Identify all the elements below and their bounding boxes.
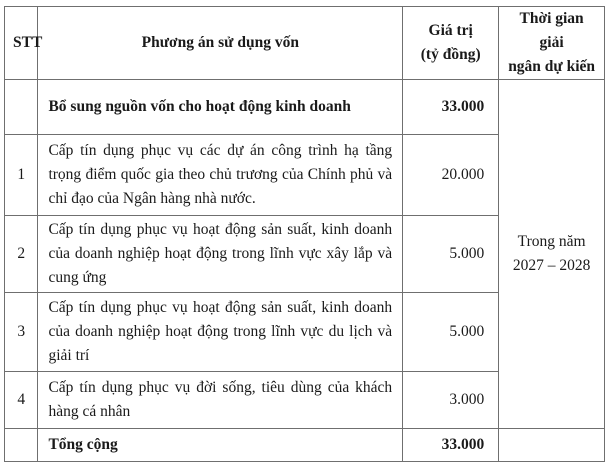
row-stt: 2: [5, 216, 38, 293]
total-label: Tổng cộng: [38, 429, 403, 462]
disbursement-line1: Trong năm: [517, 233, 586, 250]
cell-stt-empty: [5, 80, 38, 135]
table-row-main: [5, 80, 605, 135]
header-disbursement-time: [499, 7, 605, 80]
total-stt-empty: [5, 429, 38, 462]
row-value: 20.000: [403, 135, 499, 216]
header-plan: Phương án sử dụng vốn: [38, 7, 403, 80]
row-stt: 1: [5, 135, 38, 216]
disbursement-time-cell: [499, 80, 605, 429]
total-value: 33.000: [403, 429, 499, 462]
total-row: [5, 429, 605, 462]
row-plan: Cấp tín dụng phục vụ các dự án công trình hạ tầng trọng điểm quốc gia theo chủ trương của Chính phủ và chỉ đạo của Ngân hàng nhà nước.: [38, 135, 403, 216]
disbursement-line2: 2027 – 2028: [512, 257, 591, 274]
capital-use-table: [4, 6, 605, 462]
header-time-line2: ngân dự kiến: [508, 58, 596, 75]
row-stt: 3: [5, 293, 38, 372]
row-value: 5.000: [403, 293, 499, 372]
row-plan: Cấp tín dụng phục vụ hoạt động sản suất, kinh doanh của doanh nghiệp hoạt động trong lĩnh vực xây lắp và cung ứng: [38, 216, 403, 293]
header-value-line1: Giá trị: [428, 22, 473, 39]
header-time-line1: Thời gian giải: [519, 10, 584, 51]
row-plan: Cấp tín dụng phục vụ hoạt động sản suất, kinh doanh của doanh nghiệp hoạt động trong lĩnh vực du lịch và giải trí: [38, 293, 403, 372]
main-plan-cell: Bổ sung nguồn vốn cho hoạt động kinh doanh: [38, 80, 403, 135]
row-plan: Cấp tín dụng phục vụ đời sống, tiêu dùng của khách hàng cá nhân: [38, 372, 403, 429]
header-stt: STT: [5, 7, 38, 80]
main-value-cell: 33.000: [403, 80, 499, 135]
header-value-line2: (tỷ đồng): [420, 46, 481, 63]
row-stt: 4: [5, 372, 38, 429]
header-row: [5, 7, 605, 80]
header-value: [403, 7, 499, 80]
row-value: 3.000: [403, 372, 499, 429]
total-time-empty: [499, 429, 605, 462]
row-value: 5.000: [403, 216, 499, 293]
